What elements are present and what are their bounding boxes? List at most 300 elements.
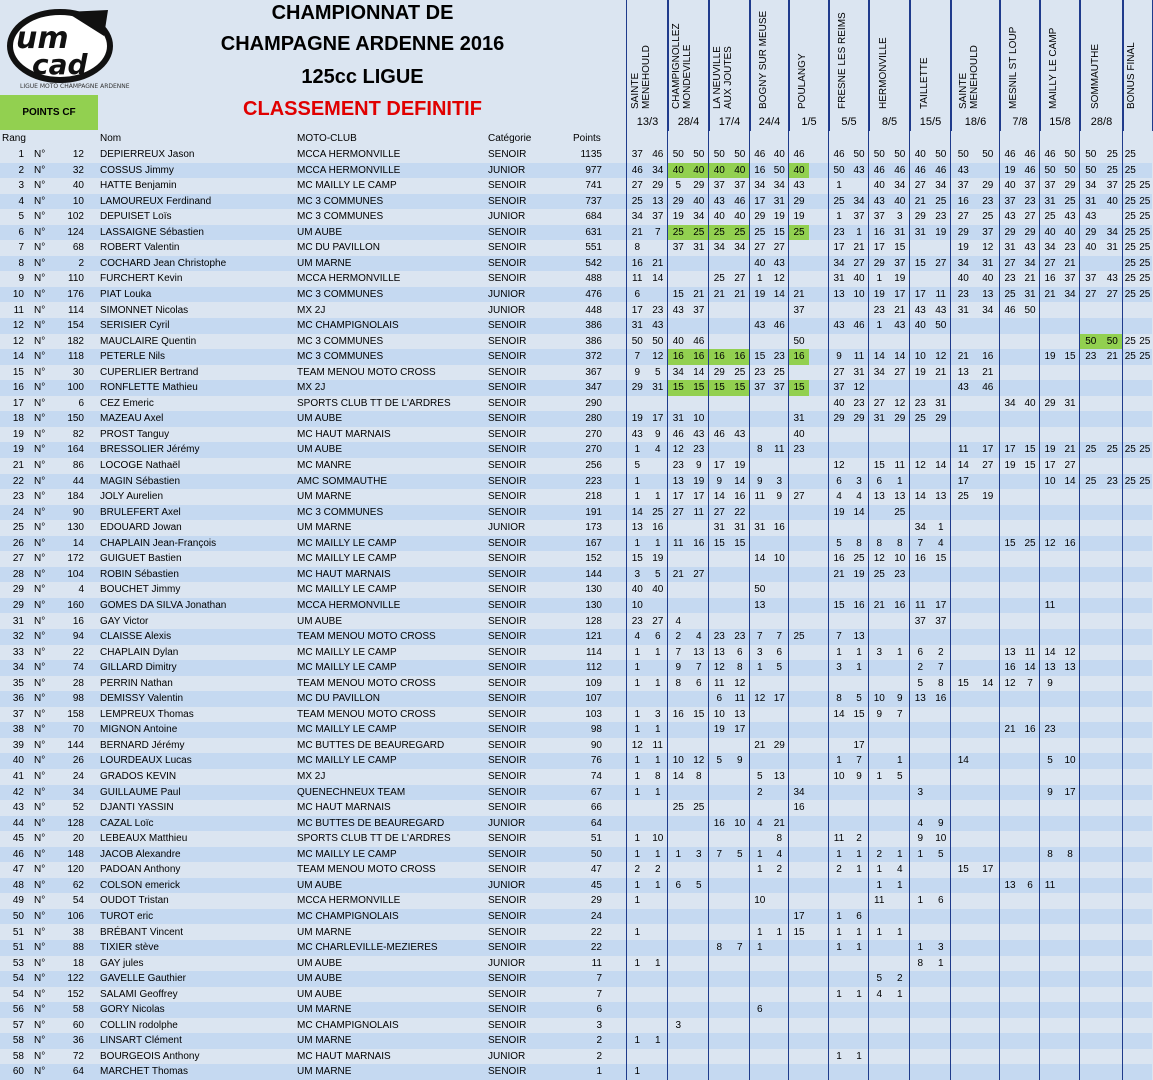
race-points: 14 <box>935 460 947 471</box>
race-points: 9 <box>1047 677 1053 689</box>
race-points <box>668 1049 689 1065</box>
table-row <box>0 163 1152 179</box>
race-points <box>1123 1064 1138 1080</box>
bib-number: 58 <box>72 1004 84 1016</box>
race-points: 14 <box>1064 475 1076 487</box>
points-total: 112 <box>586 662 602 674</box>
race-date: 17/4 <box>718 116 741 128</box>
race-points <box>1102 598 1124 614</box>
club-name: UM MARNE <box>297 522 352 534</box>
race-points <box>770 567 790 583</box>
race-points <box>709 925 730 941</box>
race-name <box>958 45 980 109</box>
race-points: 50 <box>773 164 785 176</box>
race-name <box>837 12 848 109</box>
race-points <box>951 411 976 427</box>
race-points <box>709 862 730 878</box>
rank-cell: 19 <box>12 444 24 456</box>
race-points <box>951 1002 976 1018</box>
race-points: 21 <box>894 304 906 316</box>
race-points: 7 <box>716 848 723 860</box>
table-row <box>0 582 1152 598</box>
race-points <box>627 691 648 707</box>
race-points <box>1080 940 1102 956</box>
rider-name: TIXIER stève <box>100 942 159 954</box>
race-points <box>976 1018 1001 1034</box>
race-points <box>668 738 689 754</box>
race-points: 43 <box>734 428 746 440</box>
race-points <box>1080 1018 1102 1034</box>
race-points: 46 <box>773 320 785 332</box>
race-points <box>809 893 829 909</box>
race-points: 1 <box>654 879 661 891</box>
race-points <box>809 660 829 676</box>
race-points: 8 <box>716 942 723 954</box>
race-points <box>910 1049 931 1065</box>
race-points <box>750 722 770 738</box>
race-points: 10 <box>833 771 845 782</box>
race-points: 1 <box>634 444 641 456</box>
bib-number: 152 <box>67 988 84 1000</box>
rank-cell: 10 <box>12 288 24 300</box>
race-points: 34 <box>693 211 705 223</box>
category: SENOIR <box>488 646 527 658</box>
race-points: 15 <box>1024 460 1036 471</box>
race-points: 19 <box>754 288 766 300</box>
race-points: 31 <box>853 366 865 378</box>
race-points: 25 <box>793 631 805 643</box>
race-points <box>1102 209 1124 225</box>
race-points <box>1138 956 1153 972</box>
race-points: 5 <box>876 973 883 985</box>
race-points: 11 <box>935 288 946 300</box>
race-points <box>890 940 911 956</box>
points-total: 270 <box>585 444 602 456</box>
race-name-line: SOMMAUTHE <box>1089 44 1101 109</box>
race-points: 34 <box>631 211 643 223</box>
race-points <box>709 567 730 583</box>
race-separator <box>868 0 869 1080</box>
race-name <box>630 45 652 109</box>
race-points: 1 <box>836 942 842 954</box>
race-points: 27 <box>693 568 705 580</box>
table-row <box>0 567 1152 583</box>
rider-name: BRÉBANT Vincent <box>100 926 184 938</box>
race-points <box>709 909 730 925</box>
race-points: 23 <box>1085 351 1097 363</box>
race-points: 43 <box>693 428 705 440</box>
race-points <box>809 474 829 490</box>
number-label: N° <box>34 164 46 176</box>
race-points: 25 <box>773 366 785 378</box>
race-name <box>1126 42 1137 109</box>
number-label: N° <box>34 149 46 160</box>
category: SENOIR <box>488 1004 527 1016</box>
rider-name: GAVELLE Gauthier <box>100 973 186 985</box>
race-points <box>1123 614 1138 630</box>
race-points <box>890 909 911 925</box>
race-points <box>1102 800 1124 816</box>
race-points: 11 <box>915 599 926 611</box>
rank-cell: 26 <box>12 537 24 549</box>
bib-number: 60 <box>72 1019 84 1031</box>
number-label: N° <box>34 599 46 611</box>
race-points <box>931 567 952 583</box>
race-points <box>789 271 809 287</box>
race-points <box>1080 614 1102 630</box>
race-points <box>668 816 689 832</box>
race-points: 9 <box>937 817 944 829</box>
race-points <box>809 1018 829 1034</box>
category: JUNIOR <box>488 817 526 829</box>
category: SENOIR <box>488 397 527 409</box>
number-label: N° <box>34 428 46 440</box>
race-points <box>1020 847 1040 863</box>
race-points <box>1138 847 1153 863</box>
race-points: 46 <box>833 149 845 160</box>
race-name-line: BOGNY SUR MEUSE <box>757 10 769 109</box>
race-points <box>809 925 829 941</box>
rider-name: JOLY Aurelien <box>100 491 164 503</box>
race-points <box>789 847 809 863</box>
race-points: 15 <box>631 553 643 565</box>
race-points <box>931 707 952 723</box>
race-points: 2 <box>675 631 682 643</box>
race-points <box>668 256 689 272</box>
race-points: 21 <box>793 288 805 300</box>
race-points <box>1020 940 1040 956</box>
race-points <box>1138 785 1153 801</box>
race-points <box>890 785 911 801</box>
race-points <box>750 909 770 925</box>
club-name: MCCA HERMONVILLE <box>297 273 401 285</box>
race-points: 2 <box>856 833 862 845</box>
race-points: 50 <box>833 164 845 176</box>
race-points <box>910 862 931 878</box>
race-points <box>809 194 829 210</box>
race-points <box>869 676 890 692</box>
bib-number: 70 <box>72 724 84 736</box>
race-points: 10 <box>773 553 785 565</box>
race-points <box>809 240 829 256</box>
category: SENOIR <box>488 631 527 643</box>
race-points <box>770 411 790 427</box>
race-points: 1 <box>917 895 924 907</box>
race-points: 16 <box>935 693 947 705</box>
category: SENOIR <box>488 537 527 549</box>
race-points <box>668 1064 689 1080</box>
table-row <box>0 474 1152 490</box>
race-points <box>849 303 869 319</box>
race-points <box>951 567 976 583</box>
race-points: 25 <box>1124 149 1136 160</box>
race-points: 15 <box>914 257 926 269</box>
table-row <box>0 1033 1152 1049</box>
rank-cell: 3 <box>18 180 24 192</box>
race-points <box>1123 785 1138 801</box>
bib-number: 30 <box>72 366 84 378</box>
race-points <box>1000 520 1020 536</box>
race-points: 50 <box>652 335 664 347</box>
table-row <box>0 505 1152 521</box>
race-points: 29 <box>873 257 885 269</box>
race-points: 16 <box>789 349 809 365</box>
race-points <box>770 956 790 972</box>
race-points <box>730 1002 751 1018</box>
race-points <box>730 1033 751 1049</box>
rider-name: LEBEAUX Matthieu <box>100 833 188 845</box>
table-row <box>0 287 1152 303</box>
race-points <box>1040 956 1060 972</box>
race-points: 40 <box>713 211 725 223</box>
race-points <box>931 738 952 754</box>
race-points <box>869 629 890 645</box>
race-points <box>1000 847 1020 863</box>
race-points <box>849 878 869 894</box>
rank-cell: 29 <box>12 584 24 596</box>
race-points: 12 <box>773 273 785 285</box>
race-points <box>869 427 890 443</box>
race-points <box>809 256 829 272</box>
race-points <box>1123 660 1138 676</box>
table-row <box>0 785 1152 801</box>
number-label: N° <box>34 304 46 316</box>
race-points: 21 <box>1064 257 1076 269</box>
race-points: 21 <box>773 817 785 829</box>
club-name: MC MAILLY LE CAMP <box>297 848 397 860</box>
race-points: 23 <box>957 288 969 300</box>
club-name: MC DU PAVILLON <box>297 242 380 254</box>
rank-cell: 43 <box>12 802 24 814</box>
race-points: 50 <box>935 149 947 160</box>
race-points <box>730 1064 751 1080</box>
race-points: 25 <box>1139 180 1151 192</box>
race-points: 31 <box>1044 195 1056 207</box>
race-points <box>910 753 931 769</box>
race-points <box>1080 411 1102 427</box>
race-points: 43 <box>631 428 643 440</box>
race-points <box>976 551 1001 567</box>
race-points: 46 <box>793 149 805 160</box>
race-points: 9 <box>896 693 903 705</box>
rider-name: DJANTI YASSIN <box>100 802 174 814</box>
race-points <box>770 971 790 987</box>
race-points <box>1123 582 1138 598</box>
race-points <box>890 520 911 536</box>
race-points: 16 <box>873 226 885 238</box>
race-points: 11 <box>754 491 765 503</box>
table-row <box>0 365 1152 381</box>
race-points: 21 <box>957 351 969 363</box>
points-total: 152 <box>585 553 602 565</box>
rider-name: COSSUS Jimmy <box>100 164 174 176</box>
race-points: 15 <box>693 708 705 720</box>
category: JUNIOR <box>488 1050 526 1062</box>
race-points <box>1080 707 1102 723</box>
number-label: N° <box>34 444 46 456</box>
race-points <box>789 987 809 1003</box>
race-points <box>1060 427 1080 443</box>
race-points <box>1123 536 1138 552</box>
race-points: 1 <box>654 724 661 736</box>
race-points: 1 <box>836 988 842 1000</box>
race-points <box>750 707 770 723</box>
race-points: 1 <box>876 771 883 782</box>
rank-cell: 21 <box>12 460 24 471</box>
race-points: 27 <box>1044 257 1056 269</box>
race-points <box>1102 691 1124 707</box>
number-label: N° <box>34 1066 46 1078</box>
race-points <box>750 396 770 412</box>
race-points: 37 <box>853 211 865 223</box>
race-points: 16 <box>773 522 785 534</box>
race-points <box>1102 707 1124 723</box>
race-points <box>869 753 890 769</box>
race-points <box>1020 380 1040 396</box>
race-points: 31 <box>672 413 684 425</box>
race-points: 25 <box>672 802 684 814</box>
race-points <box>730 582 751 598</box>
race-points: 25 <box>668 225 689 241</box>
race-points: 13 <box>734 708 746 720</box>
rider-name: SALAMI Geoffrey <box>100 988 178 1000</box>
race-points <box>1080 256 1102 272</box>
race-points: 37 <box>631 149 643 160</box>
club-name: UM MARNE <box>297 1066 352 1078</box>
category: SENOIR <box>488 942 527 954</box>
race-points <box>1060 925 1080 941</box>
race-points: 27 <box>853 257 865 269</box>
race-points <box>1102 925 1124 941</box>
rider-name: MAGIN Sébastien <box>100 475 181 487</box>
race-points <box>709 303 730 319</box>
bib-number: 158 <box>67 708 84 720</box>
race-points: 27 <box>935 257 947 269</box>
race-points <box>1060 971 1080 987</box>
race-points <box>1060 489 1080 505</box>
race-points <box>1123 940 1138 956</box>
race-points: 27 <box>894 366 906 378</box>
race-points <box>730 738 751 754</box>
table-row <box>0 411 1152 427</box>
rank-cell: 42 <box>12 786 24 798</box>
race-points <box>976 396 1001 412</box>
club-name: MC MANRE <box>297 460 352 471</box>
race-points: 22 <box>734 506 746 518</box>
race-points: 6 <box>736 646 743 658</box>
club-name: SPORTS CLUB TT DE L'ARDRES <box>297 397 451 409</box>
race-points <box>1080 598 1102 614</box>
race-points: 46 <box>631 164 643 176</box>
race-name-line: POULANGY <box>797 53 808 109</box>
race-points <box>770 893 790 909</box>
race-points <box>809 862 829 878</box>
race-points: 19 <box>713 724 725 736</box>
category: JUNIOR <box>488 879 526 891</box>
race-points: 17 <box>982 444 994 456</box>
race-points <box>931 334 952 350</box>
race-points: 27 <box>1024 211 1036 223</box>
race-points <box>910 1002 931 1018</box>
race-points <box>890 956 911 972</box>
number-label: N° <box>34 724 46 736</box>
race-points: 23 <box>713 631 725 643</box>
number-label: N° <box>34 693 46 705</box>
race-points <box>1138 1049 1153 1065</box>
race-points: 11 <box>874 895 885 907</box>
race-points: 11 <box>1044 599 1056 611</box>
race-points <box>829 893 849 909</box>
race-points: 34 <box>873 366 885 378</box>
race-points: 9 <box>736 755 743 767</box>
race-points <box>1020 987 1040 1003</box>
category: SENOIR <box>488 475 527 487</box>
rider-name: GUIGUET Bastien <box>100 553 182 565</box>
race-points: 31 <box>631 320 643 332</box>
race-points: 1 <box>876 320 883 332</box>
race-points <box>869 816 890 832</box>
race-points: 16 <box>668 349 689 365</box>
race-points: 1 <box>896 848 903 860</box>
category: SENOIR <box>488 662 527 674</box>
category: SENOIR <box>488 926 527 938</box>
race-header <box>1080 0 1124 131</box>
rank-cell: 50 <box>12 910 24 922</box>
race-points: 7 <box>896 708 903 720</box>
race-points: 34 <box>957 257 969 269</box>
race-points: 34 <box>833 257 845 269</box>
race-points <box>789 831 809 847</box>
number-label: N° <box>34 755 46 767</box>
race-points <box>730 598 751 614</box>
race-points <box>1102 629 1124 645</box>
race-points: 1 <box>856 926 862 938</box>
race-points: 11 <box>693 506 704 518</box>
race-points <box>869 831 890 847</box>
race-points <box>809 909 829 925</box>
race-points <box>910 925 931 941</box>
race-points: 17 <box>957 475 969 487</box>
race-points <box>951 551 976 567</box>
race-points <box>770 940 790 956</box>
race-points <box>789 318 809 334</box>
race-points: 25 <box>914 413 926 425</box>
race-separator <box>828 0 829 1080</box>
race-points <box>910 909 931 925</box>
race-points <box>750 614 770 630</box>
race-points <box>709 878 730 894</box>
race-points <box>1123 598 1138 614</box>
race-points <box>809 1049 829 1065</box>
race-points <box>648 660 669 676</box>
number-label: N° <box>34 1050 46 1062</box>
race-points <box>829 956 849 972</box>
race-points <box>1060 987 1080 1003</box>
race-name-line: LA NEUVILLE <box>711 46 723 109</box>
race-points <box>648 458 669 474</box>
bib-number: 114 <box>68 304 84 316</box>
number-label: N° <box>34 211 46 223</box>
race-points: 46 <box>914 164 926 176</box>
race-points: 21 <box>982 366 994 378</box>
race-points <box>1040 427 1060 443</box>
rider-name: LAMOUREUX Ferdinand <box>100 195 212 207</box>
race-points <box>849 427 869 443</box>
rider-name: SIMONNET Nicolas <box>100 304 189 316</box>
race-points: 1 <box>937 522 944 534</box>
race-points: 25 <box>1139 273 1151 285</box>
race-points <box>1138 427 1153 443</box>
